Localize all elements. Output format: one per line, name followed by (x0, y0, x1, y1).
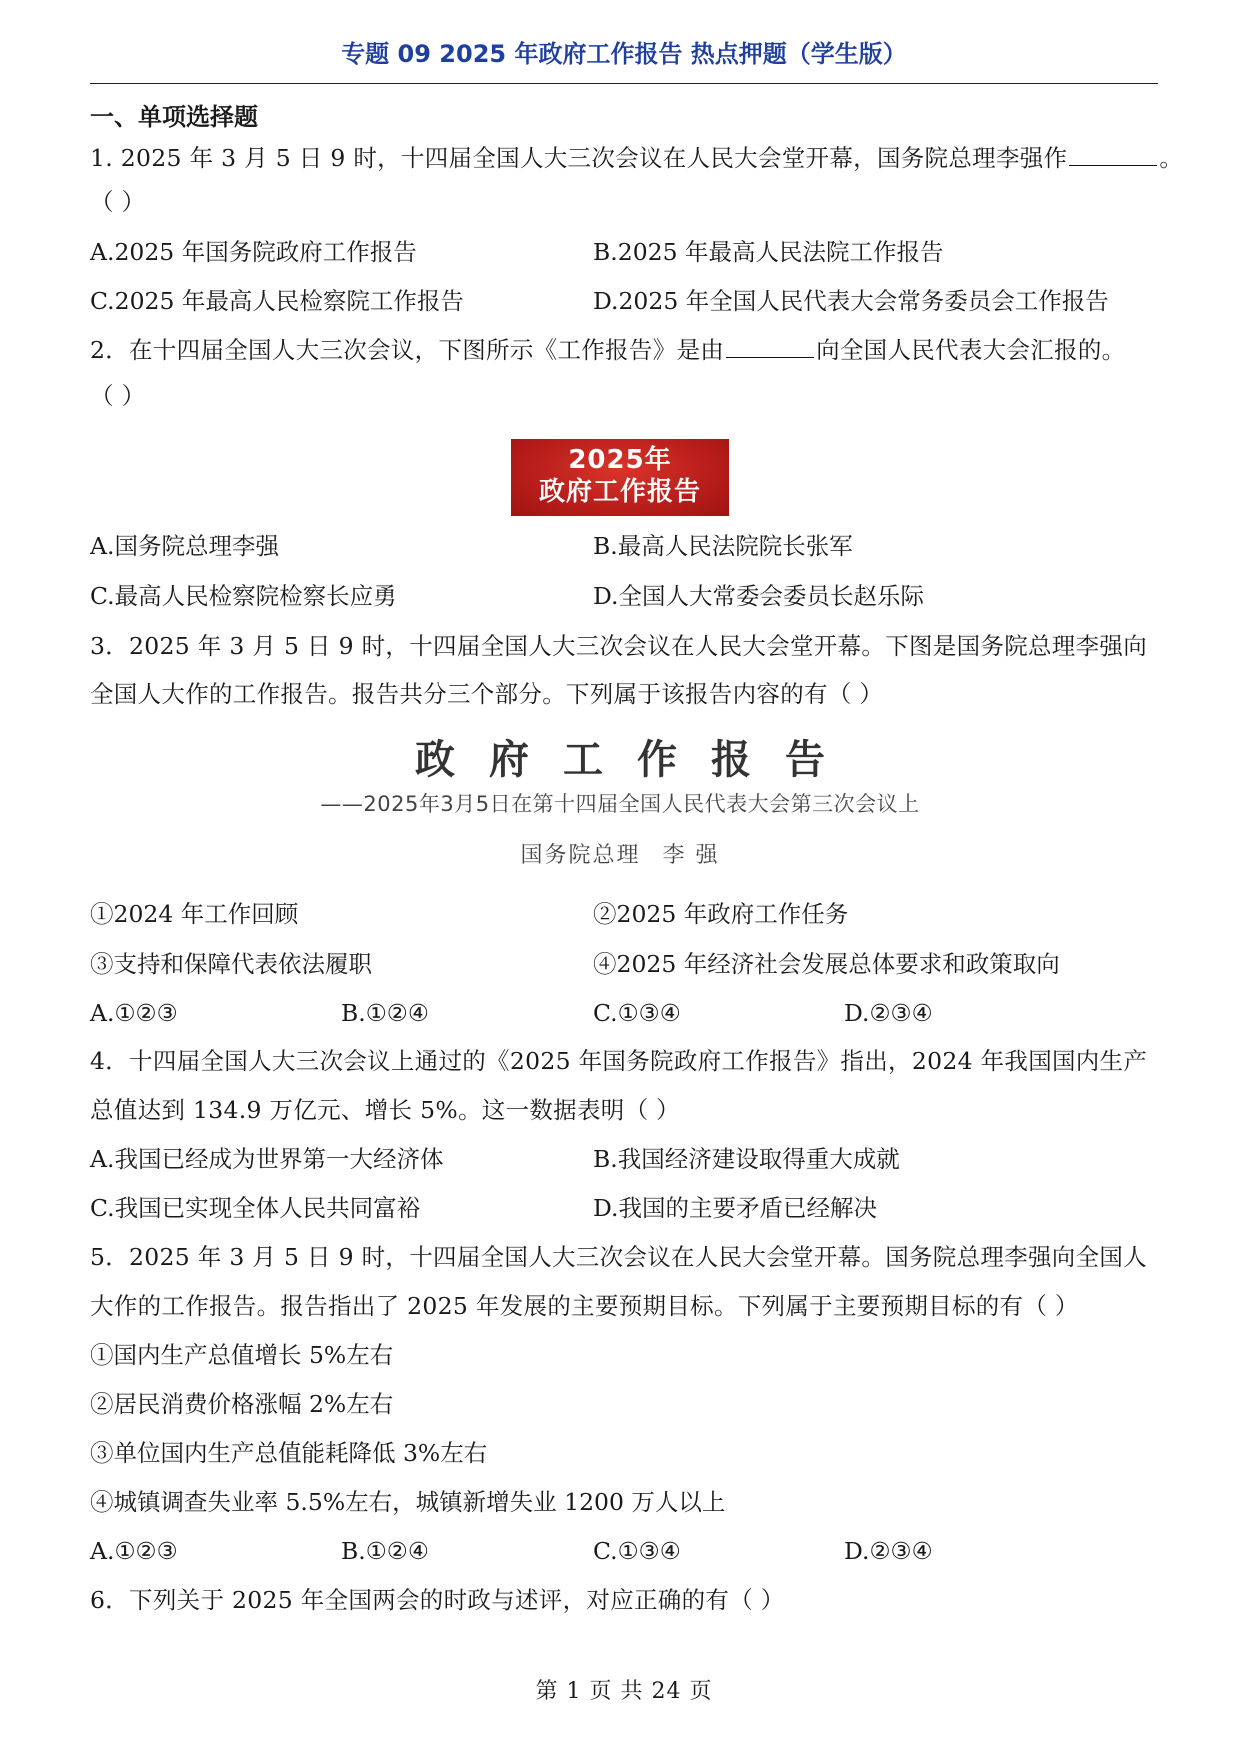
section-title: 一、单项选择题 (90, 103, 258, 131)
banner-title: 政府工作报告 (538, 477, 701, 507)
question-6-stem: 6．下列关于 2025 年全国两会的时政与述评，对应正确的有（ ） (90, 1586, 785, 1614)
question-1-option-a: A.2025 年国务院政府工作报告 (90, 238, 417, 266)
question-1-option-b: B.2025 年最高人民法院工作报告 (593, 238, 944, 266)
question-5-option-c: C.①③④ (593, 1537, 681, 1565)
report-figure-title: 政府工作报告 (415, 736, 859, 783)
question-4-option-b: B.我国经济建设取得重大成就 (593, 1145, 900, 1173)
question-4-option-c: C.我国已实现全体人民共同富裕 (90, 1194, 421, 1222)
answer-blank (1069, 143, 1157, 166)
page-footer: 第 1 页 共 24 页 (535, 1679, 713, 1704)
question-5-item-3: ③单位国内生产总值能耗降低 3%左右 (90, 1439, 488, 1467)
question-2-stem-text: 2．在十四届全国人大三次会议，下图所示《工作报告》是由 (90, 336, 725, 364)
report-author-name: 李 强 (662, 843, 720, 868)
question-3-option-a: A.①②③ (90, 999, 178, 1027)
question-4-stem-line2: 总值达到 134.9 万亿元、增长 5%。这一数据表明（ ） (90, 1096, 680, 1124)
question-4-option-a: A.我国已经成为世界第一大经济体 (90, 1145, 444, 1173)
question-5-item-2: ②居民消费价格涨幅 2%左右 (90, 1390, 394, 1418)
answer-blank (726, 335, 814, 358)
header-divider (90, 83, 1158, 84)
report-figure-author (400, 838, 840, 869)
question-2-option-b: B.最高人民法院院长张军 (593, 532, 853, 560)
question-5-stem-line1: 5．2025 年 3 月 5 日 9 时，十四届全国人大三次会议在人民大会堂开幕。国务院总理李强向全国人 (90, 1243, 1147, 1271)
question-1-stem-end: 。 (1159, 144, 1184, 172)
report-author-role: 国务院总理 (520, 843, 641, 868)
question-1-stem-text: 1. 2025 年 3 月 5 日 9 时，十四届全国人大三次会议在人民大会堂开幕，国务院总理李强作 (90, 144, 1068, 172)
question-2-stem (90, 334, 1158, 366)
question-1-option-c: C.2025 年最高人民检察院工作报告 (90, 287, 464, 315)
report-figure-subtitle: ——2025年3月5日在第十四届全国人民代表大会第三次会议上 (320, 792, 920, 816)
banner-year: 2025年 (568, 445, 672, 475)
question-3-stem-line2: 全国人大作的工作报告。报告共分三个部分。下列属于该报告内容的有（ ） (90, 680, 884, 708)
question-5-option-a: A.①②③ (90, 1537, 178, 1565)
question-1-option-d: D.2025 年全国人民代表大会常务委员会工作报告 (593, 287, 1109, 315)
question-4-stem-line1: 4．十四届全国人大三次会议上通过的《2025 年国务院政府工作报告》指出，2024 年我国国内生产 (90, 1047, 1148, 1075)
question-2-stem-end: 向全国人民代表大会汇报的。 (816, 336, 1126, 364)
question-1-stem (90, 142, 1184, 174)
report-banner-image (511, 439, 729, 516)
question-3-item-3: ③支持和保障代表依法履职 (90, 950, 372, 978)
page-header-title: 专题 09 2025 年政府工作报告 热点押题（学生版） (341, 40, 907, 68)
question-3-option-c: C.①③④ (593, 999, 681, 1027)
question-3-option-d: D.②③④ (844, 999, 933, 1027)
question-3-item-2: ②2025 年政府工作任务 (593, 900, 849, 928)
question-2-paren: （ ） (90, 382, 146, 410)
question-5-item-1: ①国内生产总值增长 5%左右 (90, 1341, 394, 1369)
question-1-paren: （ ） (90, 188, 146, 216)
question-3-item-4: ④2025 年经济社会发展总体要求和政策取向 (593, 950, 1060, 978)
question-5-item-4: ④城镇调查失业率 5.5%左右，城镇新增失业 1200 万人以上 (90, 1488, 726, 1516)
question-5-option-b: B.①②④ (341, 1537, 429, 1565)
question-3-option-b: B.①②④ (341, 999, 429, 1027)
question-5-option-d: D.②③④ (844, 1537, 933, 1565)
question-2-option-a: A.国务院总理李强 (90, 532, 279, 560)
question-3-item-1: ①2024 年工作回顾 (90, 900, 299, 928)
question-4-option-d: D.我国的主要矛盾已经解决 (593, 1194, 877, 1222)
question-5-stem-line2: 大作的工作报告。报告指出了 2025 年发展的主要预期目标。下列属于主要预期目标的有（ ） (90, 1292, 1079, 1320)
question-2-option-c: C.最高人民检察院检察长应勇 (90, 582, 397, 610)
question-2-option-d: D.全国人大常委会委员长赵乐际 (593, 582, 924, 610)
question-3-stem-line1: 3．2025 年 3 月 5 日 9 时，十四届全国人大三次会议在人民大会堂开幕。下图是国务院总理李强向 (90, 632, 1147, 660)
